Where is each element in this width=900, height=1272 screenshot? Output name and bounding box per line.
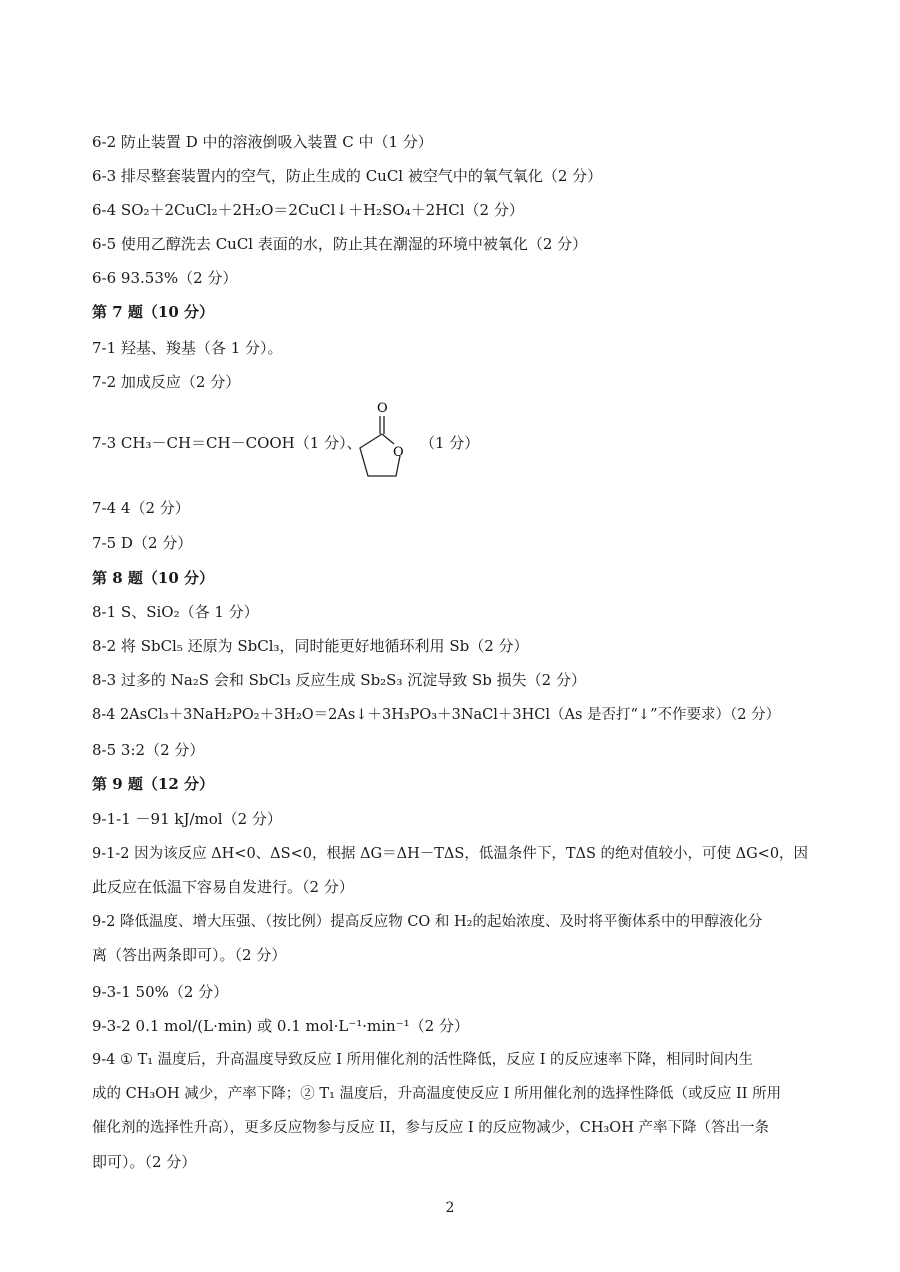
line-9-4b: 成的 CH₃OH 减少，产率下降；② T₁ 温度后，升高温度使反应 I 所用催化剂的选择性降低（或反应 II 所用 <box>92 1086 782 1102</box>
line-9-1-2a: 9-1-2 因为该反应 ΔH<0、ΔS<0，根据 ΔG＝ΔH－TΔS，低温条件下，TΔS 的绝对值较小，可使 ΔG<0，因 <box>92 846 809 862</box>
heading-q7: 第 7 题（10 分） <box>92 303 214 321</box>
line-9-3-1: 9-3-1 50%（2 分） <box>92 983 229 1001</box>
line-8-1: 8-1 S、SiO₂（各 1 分） <box>92 603 259 621</box>
lactone-structure <box>348 398 420 488</box>
line-7-4: 7-4 4（2 分） <box>92 499 190 517</box>
line-7-2: 7-2 加成反应（2 分） <box>92 373 241 391</box>
ring-oxygen-label: O <box>393 445 404 460</box>
line-9-2a: 9-2 降低温度、增大压强、（按比例）提高反应物 CO 和 H₂的起始浓度、及时将平衡体系中的甲醇液化分 <box>92 914 763 930</box>
line-6-5: 6-5 使用乙醇洗去 CuCl 表面的水，防止其在潮湿的环境中被氧化（2 分） <box>92 235 588 253</box>
line-9-4a: 9-4 ① T₁ 温度后，升高温度导致反应 I 所用催化剂的活性降低，反应 I 的反应速率下降，相同时间内生 <box>92 1052 754 1068</box>
line-6-3: 6-3 排尽整套装置内的空气，防止生成的 CuCl 被空气中的氧气氧化（2 分） <box>92 167 603 185</box>
line-8-4: 8-4 2AsCl₃＋3NaH₂PO₂＋3H₂O＝2As↓＋3H₃PO₃＋3NaCl＋3HCl（As 是否打“↓”不作要求）（2 分） <box>92 707 781 723</box>
line-7-3: 7-3 CH₃－CH＝CH－COOH（1 分）、 <box>92 434 362 452</box>
line-6-2: 6-2 防止装置 D 中的溶液倒吸入装置 C 中（1 分） <box>92 133 433 151</box>
line-6-6: 6-6 93.53%（2 分） <box>92 269 238 287</box>
line-8-2: 8-2 将 SbCl₅ 还原为 SbCl₃，同时能更好地循环利用 Sb（2 分） <box>92 637 529 655</box>
line-6-4: 6-4 SO₂＋2CuCl₂＋2H₂O＝2CuCl↓＋H₂SO₄＋2HCl（2 分） <box>92 201 524 219</box>
line-9-2b: 离（答出两条即可）。（2 分） <box>92 946 287 964</box>
line-9-1-2b: 此反应在低温下容易自发进行。（2 分） <box>92 878 354 896</box>
page-number: 2 <box>445 1200 455 1216</box>
line-7-1: 7-1 羟基、羧基（各 1 分）。 <box>92 339 283 357</box>
line-9-4d: 即可）。（2 分） <box>92 1153 197 1171</box>
heading-q8: 第 8 题（10 分） <box>92 569 214 587</box>
line-9-4c: 催化剂的选择性升高），更多反应物参与反应 II，参与反应 I 的反应物减少，CH₃OH 产率下降（答出一条 <box>92 1120 769 1136</box>
line-7-5: 7-5 D（2 分） <box>92 534 193 552</box>
line-8-5: 8-5 3:2（2 分） <box>92 741 205 759</box>
line-8-3: 8-3 过多的 Na₂S 会和 SbCl₃ 反应生成 Sb₂S₃ 沉淀导致 Sb 损失（2 分） <box>92 671 586 689</box>
carbonyl-oxygen-label: O <box>377 401 388 416</box>
line-9-1-1: 9-1-1 －91 kJ/mol（2 分） <box>92 810 282 828</box>
line-7-3-suffix: （1 分） <box>420 434 480 452</box>
line-9-3-2: 9-3-2 0.1 mol/(L·min) 或 0.1 mol·L⁻¹·min⁻¹（2 分） <box>92 1017 469 1035</box>
heading-q9: 第 9 题（12 分） <box>92 775 214 793</box>
